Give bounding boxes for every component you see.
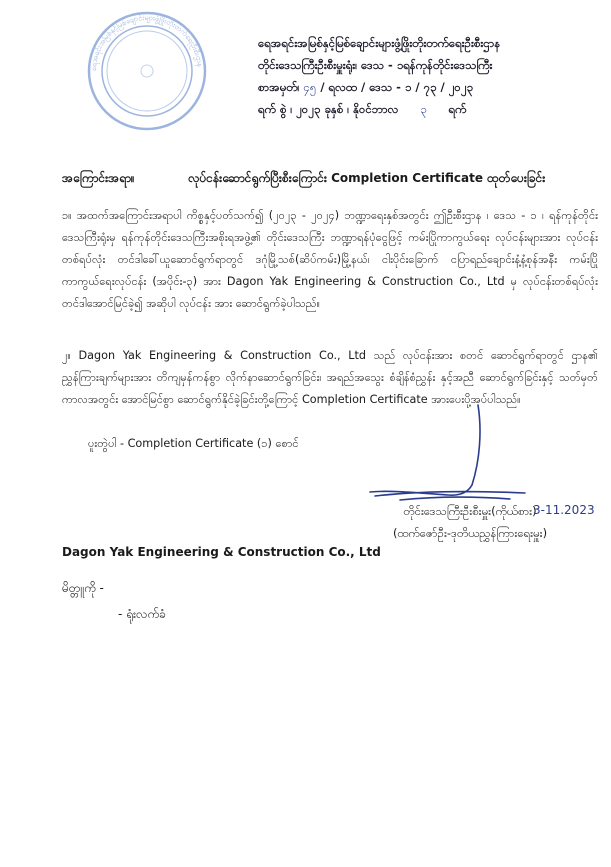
signatory-title: တိုင်းဒေသကြီးဦးစီးမှူး(ကိုယ်စား) <box>403 504 537 518</box>
signatory-name: (ထက်ဇော်ဦး-ဒုတိယညွှန်ကြားရေးမှူး) <box>392 526 548 540</box>
copy-to-office-file: - ရုံးလက်ခံ <box>118 607 166 621</box>
letter-date: ရက် စွဲ ၊ ၂၀၂၃ ခုနှစ် ၊ နိုဝင်ဘာလ ၃ ရက် <box>258 98 598 120</box>
copy-to-label: မိတ္တူကို - <box>62 581 104 595</box>
signature-date: 3-11.2023 <box>533 503 595 517</box>
reference-number: စာအမှတ်၊ ၄၅ / ရလထ / ဒေသ - ၁ / ၇၃ / ၂၀၂၃ <box>258 80 473 94</box>
paragraph-2: ၂။ Dagon Yak Engineering & Construction Co., Ltd သည် လုပ်ငန်းအား စတင် ဆောင်ရွက်ရာတွင် ဌာန၏ ညွှန်ကြားချက်များအား တိကျမှန်ကန်စွာ လိုက်နာဆောင်ရွက်ခြင်း၊ အရည်အသွေး စံချိန်စံညွှန်း နှင့်အညီ ဆောင်ရွက်ခြင်းနှင့် သတ်မှတ်ကာလအတွင်း အောင်မြင်စွာ ဆောင်ရွက်နိုင်ခဲ့ခြင်းတို့ကြောင့် Completion Certificate အားပေးပို့အပ်ပါသည်။ <box>62 349 598 406</box>
seal-text: ရေအရင်းအမြစ်နှင့်မြစ်ချောင်းများဖွံ့ဖြိုးတိုးတက်ရေးဦးစီးဌာန <box>88 12 205 72</box>
official-seal <box>86 10 208 132</box>
subject-text: လုပ်ငန်းဆောင်ရွက်ပြီးစီးကြောင်း Completion Certificate ထုတ်ပေးခြင်း <box>188 171 546 185</box>
subject-label: အကြောင်းအရာ။ <box>62 171 135 185</box>
handwritten-ref: ၄၅ <box>303 80 317 94</box>
letterhead <box>258 32 598 120</box>
paragraph-1: ၁။ အထက်အကြောင်းအရာပါ ကိစ္စနှင့်ပတ်သက်၍ (၂၀၂၃ - ၂၀၂၄) ဘဏ္ဍာရေးနှစ်အတွင်း ဤဦးစီးဌာန ၊ ဒေသ - ၁ ၊ ရန်ကုန်တိုင်းဒေသကြီးရုံးမှ ရန်ကုန်တိုင်းဒေသကြီးအစိုးရအဖွဲ့၏ တိုင်းဒေသကြီး ဘဏ္ဍာရန်ပုံငွေဖြင့် ကမ်းပြိုကာကွယ်ရေး လုပ်ငန်းများအား လုပ်ငန်းတစ်ရပ်လုံး တင်ဒါခေါ်ယူဆောင်ရွက်ရာတွင် ဒဂုံမြို့သစ်(ဆိပ်ကမ်း)မြို့နယ်၊ ငါးပိုင်းခြောက် ငပြာရည်ချောင်းနံ့နံ့စုန်အနီး ကမ်းပြိုကာကွယ်ရေးလုပ်ငန်း (အပိုင်း-၃) အား Dagon Yak Engineering & Construction Co., Ltd မှ လုပ်ငန်းတစ်ရပ်လုံး တင်ဒါအောင်မြင်ခဲ့၍ အဆိုပါ လုပ်ငန်း အား ဆောင်ရွက်ခဲ့ပါသည်။ <box>62 209 598 310</box>
letterhead-line-1: ရေအရင်းအမြစ်နှင့်မြစ်ချောင်းများဖွံ့ဖြိုးတိုးတက်ရေးဦးစီးဌာန <box>258 36 501 50</box>
recipient-company: Dagon Yak Engineering & Construction Co., Ltd <box>62 545 381 559</box>
handwritten-day: ၃ <box>420 102 427 116</box>
letterhead-line-2: တိုင်းဒေသကြီးဦးစီးမှူးရုံး၊ ဒေသ - ၁ရန်ကုန်တိုင်းဒေသကြီး <box>258 58 493 72</box>
attachment-line: ပူးတွဲပါ - Completion Certificate (၁) စောင် <box>88 437 299 450</box>
handwritten-signature <box>360 400 540 510</box>
subject-line <box>62 170 602 188</box>
svg-text:ရေအရင်းအမြစ်နှင့်မြစ်ချောင်းမျ <box>89 13 205 71</box>
